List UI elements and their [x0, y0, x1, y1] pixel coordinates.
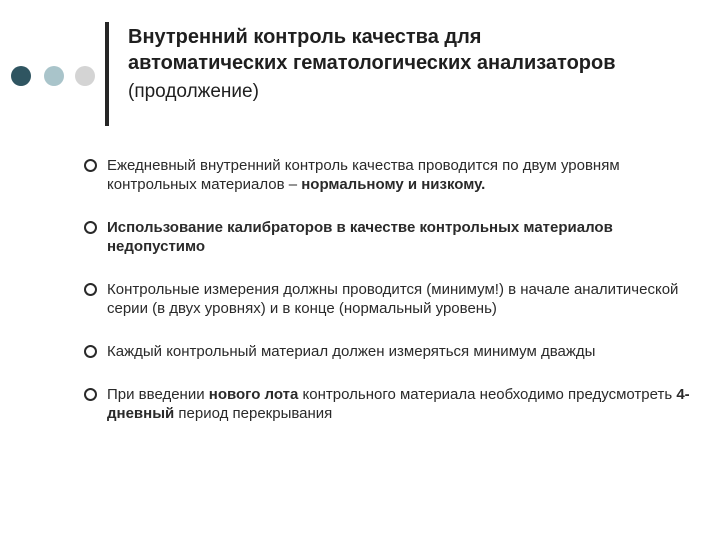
bullet-ring-icon	[84, 345, 97, 358]
bullet-text: Каждый контрольный материал должен измеряться минимум дважды	[107, 343, 596, 360]
slide-title	[128, 24, 708, 104]
bullet-text: Контрольные измерения должны проводится (минимум!) в начале аналитической серии (в двух уровнях) и в конце (нормальный уровень)	[107, 281, 679, 317]
bullet-text-bold: Использование калибраторов в качестве контрольных материалов недопустимо	[107, 219, 613, 255]
bullet-text-bold: нормальному и низкому.	[301, 176, 486, 193]
title-subtitle: (продолжение)	[128, 81, 259, 102]
title-line-1: Внутренний контроль качества для	[128, 26, 482, 48]
title-divider	[105, 22, 109, 126]
title-line-2: автоматических гематологических анализаторов	[128, 52, 616, 74]
bullet-item	[84, 385, 704, 423]
bullet-ring-icon	[84, 221, 97, 234]
bullet-text: При введении	[107, 386, 209, 403]
bullet-text-bold: 4-дневный	[107, 386, 690, 422]
bullet-list	[84, 156, 704, 423]
decorative-dots	[11, 66, 97, 86]
dot-medium	[44, 66, 64, 86]
dot-light	[75, 66, 95, 86]
bullet-item	[84, 218, 704, 256]
dot-dark	[11, 66, 31, 86]
bullet-item	[84, 156, 704, 194]
bullet-text: Ежедневный внутренний контроль качества проводится по двум уровням контрольных материалов –	[107, 157, 620, 193]
bullet-text-bold: нового лота	[208, 386, 299, 403]
bullet-ring-icon	[84, 283, 97, 296]
bullet-item	[84, 342, 704, 361]
bullet-text: контрольного материала необходимо предусмотреть	[298, 386, 677, 403]
bullet-ring-icon	[84, 388, 97, 401]
bullet-text: период перекрывания	[174, 405, 333, 422]
bullet-item	[84, 280, 704, 318]
bullet-ring-icon	[84, 159, 97, 172]
title-main	[128, 24, 708, 76]
